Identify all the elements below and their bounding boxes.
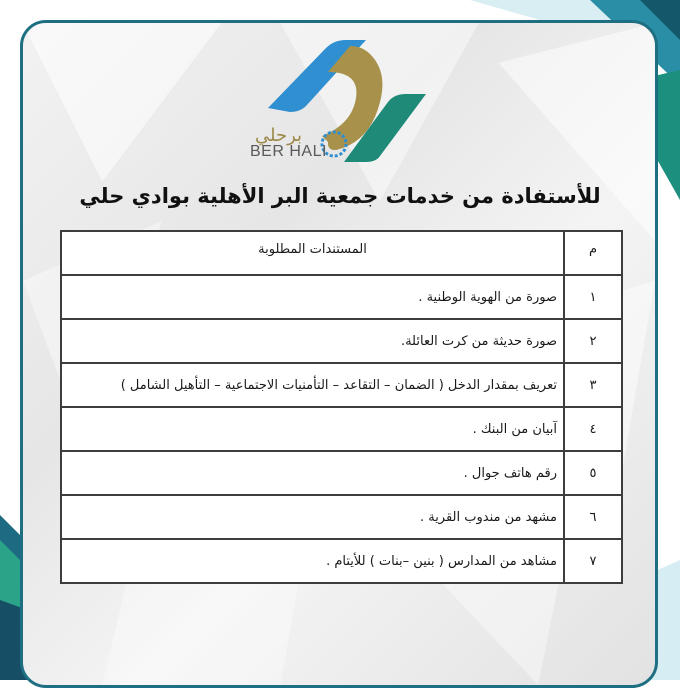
- row-document: مشهد من مندوب القرية .: [61, 495, 564, 539]
- table-row: [61, 275, 622, 319]
- row-number: ٧: [564, 539, 622, 583]
- header-documents: المستندات المطلوبة: [61, 231, 564, 275]
- table-row: [61, 363, 622, 407]
- logo-english-text: BER HALI: [250, 143, 327, 160]
- table-row: [61, 539, 622, 583]
- table-row: [61, 319, 622, 363]
- row-number: ١: [564, 275, 622, 319]
- row-number: ٤: [564, 407, 622, 451]
- row-number: ٦: [564, 495, 622, 539]
- table-row: [61, 407, 622, 451]
- page-title: للأستفادة من خدمات جمعية البر الأهلية بوادي حلي: [79, 184, 601, 208]
- row-document: تعريف بمقدار الدخل ( الضمان – التقاعد – التأمنيات الاجتماعية – التأهيل الشامل ): [61, 363, 564, 407]
- row-document: مشاهد من المدارس ( بنين –بنات ) للأيتام .: [61, 539, 564, 583]
- row-document: صورة حديثة من كرت العائلة.: [61, 319, 564, 363]
- row-document: رقم هاتف جوال .: [61, 451, 564, 495]
- table-header-row: [61, 231, 622, 275]
- row-document: آبيان من البنك .: [61, 407, 564, 451]
- table-row: [61, 451, 622, 495]
- table-row: [61, 495, 622, 539]
- row-document: صورة من الهوية الوطنية .: [61, 275, 564, 319]
- logo-arabic-text: برحلي: [255, 125, 303, 146]
- header-number: م: [564, 231, 622, 275]
- row-number: ٥: [564, 451, 622, 495]
- row-number: ٢: [564, 319, 622, 363]
- row-number: ٣: [564, 363, 622, 407]
- required-documents-table: [60, 230, 623, 584]
